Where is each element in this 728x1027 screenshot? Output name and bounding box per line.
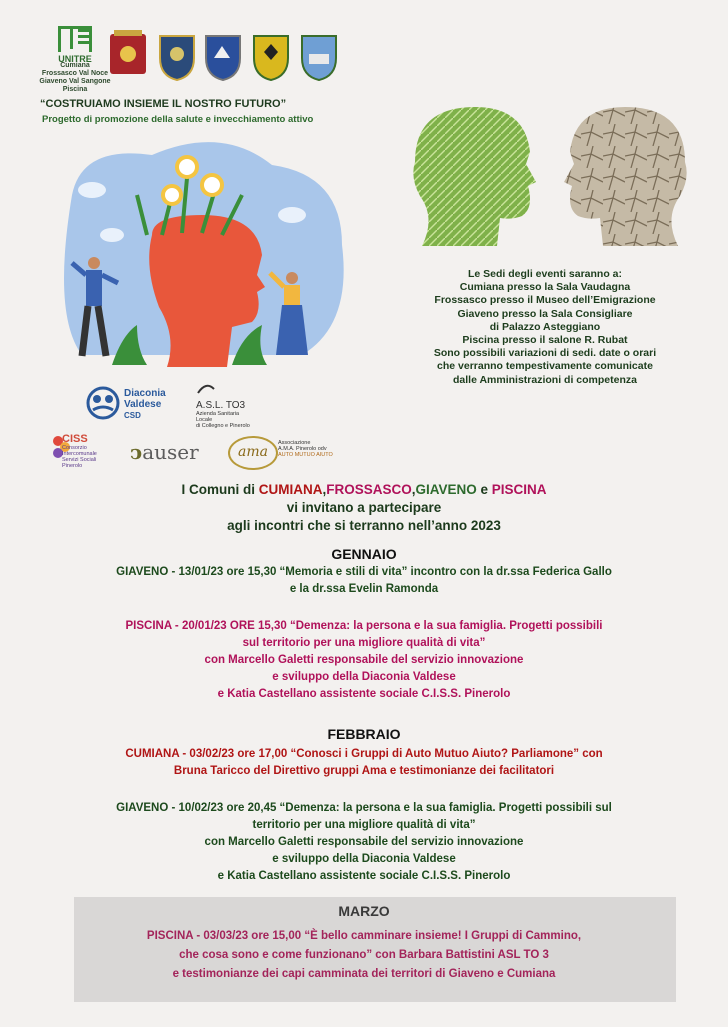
unitre-mark-icon [58,26,92,52]
unitre-sub-line: Cumiana [60,62,90,69]
event-giaveno-jan [0,564,728,598]
event-line: GIAVENO - 10/02/23 ore 20,45 “Demenza: la persona e la sua famiglia. Progetti possibili sul [116,802,612,814]
crest-frossasco-icon [160,36,194,80]
town-piscina: PISCINA [491,482,547,497]
unitre-sub-line: Frossasco Val Noce [41,70,109,77]
event-piscina-mar [0,927,728,984]
crest-giaveno-icon [206,36,240,80]
separator: e [476,482,492,497]
auser-logo: ↄauser [130,440,199,464]
separator: , [322,482,327,497]
town-cumiana: CUMIANA [258,482,323,497]
ciss-sub-line: Servizi Sociali [62,457,97,463]
event-line: e Katia Castellano assistente sociale C.I.S.S. Pinerolo [217,870,511,882]
event-line: territorio per una migliore qualità di vita” [252,819,476,831]
asl-logo [196,382,256,429]
crest-piscina-icon [254,36,288,80]
head-garden-illustration [52,135,352,370]
invitation-prefix: I Comuni di [181,482,259,497]
separator: , [411,482,416,497]
venues-block [390,268,700,387]
diaconia-line: Diaconia [124,388,166,399]
ciss-logo-text [62,433,112,469]
event-giaveno-feb [0,800,728,885]
ama-sub-line: AUTO MUTUO AIUTO [278,452,333,458]
asl-name: A.S.L. TO3 [196,400,246,411]
venues-line: che verranno tempestivamente comunicate [437,360,653,373]
event-line: sul territorio per una migliore qualità di vita” [242,637,486,649]
asl-sub-line: di Collegno e Pinerolo [196,423,250,429]
unitre-name: UNITRE [58,54,92,64]
asl-mark-icon [196,383,216,395]
month-gennaio: GENNAIO [331,546,397,562]
venues-line: Cumiana presso la Sala Vaudagna [459,281,631,294]
auser-name: auser [142,440,199,464]
event-line: CUMIANA - 03/02/23 ore 17,00 “Conosci i Gruppi di Auto Mutuo Aiuto? Parliamone” con [125,748,603,760]
event-cumiana-feb [0,746,728,780]
event-piscina-jan [0,618,728,703]
ama-sub [278,440,338,458]
municipal-crests [106,28,346,88]
event-line: con Marcello Galetti responsabile del servizio innovazione [204,654,524,666]
crest-val-sangone-icon [302,36,336,80]
crest-cumiana-icon [110,30,146,74]
event-line: GIAVENO - 13/01/23 ore 15,30 “Memoria e stili di vita” incontro con la dr.ssa Federica Gallo [116,566,612,578]
venues-line: Sono possibili variazioni di sedi. date o orari [433,347,657,360]
venues-line: Frossasco presso il Museo dell’Emigrazione [434,294,656,307]
ama-sub-line: A.M.A. Pinerolo odv [278,446,327,452]
invitation-line-2: vi invitano a partecipare [286,500,442,515]
event-line: e Katia Castellano assistente sociale C.I.S.S. Pinerolo [217,688,511,700]
venues-line: dalle Amministrazioni di competenza [453,373,637,386]
event-line: che cosa sono e come funzionano” con Barbara Battistini ASL TO 3 [179,949,549,961]
asl-sub-line: Azienda Sanitaria Locale [196,411,240,423]
venues-line: di Palazzo Asteggiano [489,320,601,333]
invitation-line-1 [0,481,728,499]
unitre-logo [52,26,98,64]
event-line: con Marcello Galetti responsabile del servizio innovazione [204,836,524,848]
event-line: e sviluppo della Diaconia Valdese [272,671,456,683]
ama-logo: ama [228,436,278,470]
ama-sub-line: Associazione [278,440,311,446]
invitation [0,481,728,535]
event-line: PISCINA - 20/01/23 ORE 15,30 “Demenza: la persona e la sua famiglia. Progetti possibili [125,620,603,632]
town-frossasco: FROSSASCO [326,482,412,497]
ciss-sub [62,445,112,469]
unitre-sub-line: Giaveno Val Sangone [39,78,111,85]
ciss-sub-line: Pinerolo [62,463,83,469]
event-line: Bruna Taricco del Direttivo gruppi Ama e testimonianze dei facilitatori [173,765,555,777]
event-line: e sviluppo della Diaconia Valdese [272,853,456,865]
ciss-sub-line: Intercomunale [62,451,97,457]
diaconia-logo-icon [86,386,120,420]
event-line: PISCINA - 03/03/23 ore 15,00 “È bello camminare insieme! I Gruppi di Cammino, [146,930,582,942]
ciss-sub-line: Consorzio [62,445,87,451]
ciss-name: CISS [62,433,88,445]
month-febbraio: FEBBRAIO [327,726,401,742]
event-line: e la dr.ssa Evelin Ramonda [289,583,439,595]
diaconia-line: Valdese [124,399,162,410]
diaconia-line: CSD [124,411,141,420]
venues-line: Giaveno presso la Sala Consigliare [457,307,633,320]
venues-line: Piscina presso il salone R. Rubat [462,334,628,347]
diaconia-text [124,388,166,421]
town-giaveno: GIAVENO [415,482,477,497]
slogan: “COSTRUIAMO INSIEME IL NOSTRO FUTURO” [40,98,287,110]
two-heads-illustration [405,102,695,247]
month-marzo: MARZO [338,903,390,919]
slogan-subtitle: Progetto di promozione della salute e invecchiamento attivo [42,114,314,125]
asl-sub [196,411,256,429]
venues-line: Le Sedi degli eventi saranno a: [467,268,623,280]
event-line: e testimonianze dei capi camminata dei territori di Giaveno e Cumiana [172,968,556,980]
unitre-sub-line: Piscina [62,86,88,93]
invitation-line-3: agli incontri che si terranno nell’anno 2023 [227,518,501,533]
